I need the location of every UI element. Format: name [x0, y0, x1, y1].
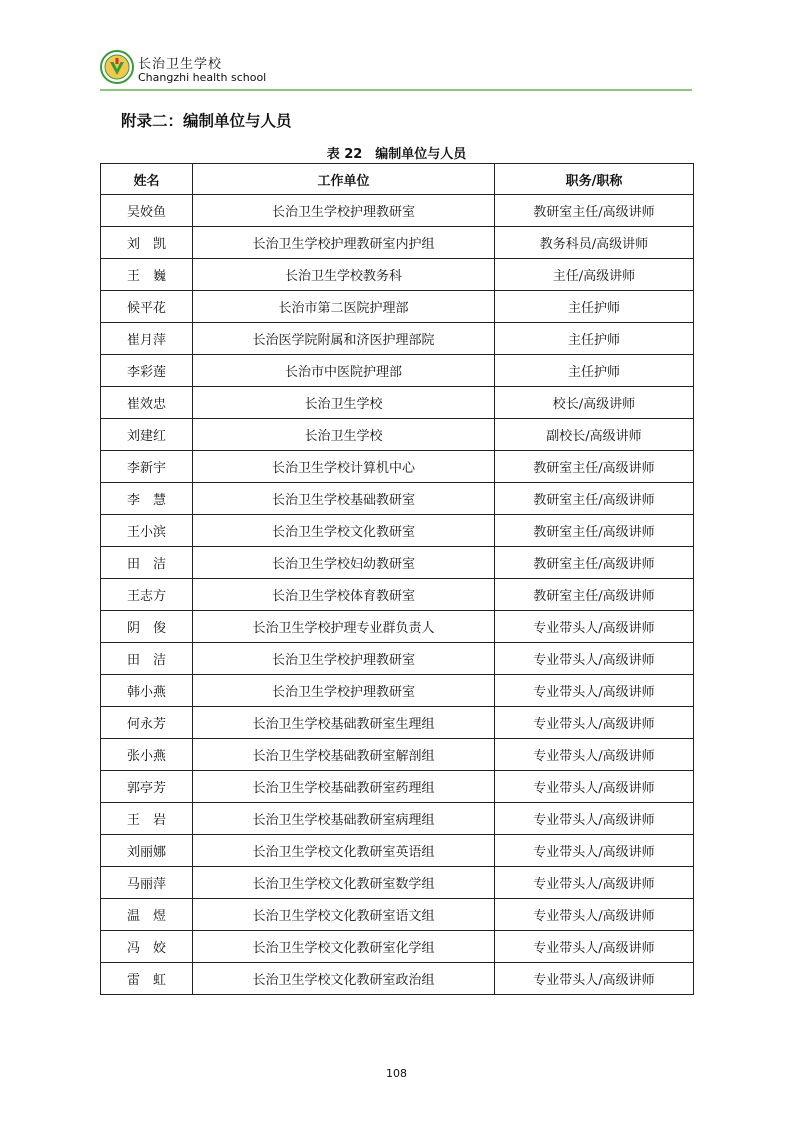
cell-position: 教研室主任/高级讲师 [495, 547, 694, 579]
cell-name: 王 巍 [101, 259, 193, 291]
page-number: 108 [386, 1067, 407, 1080]
cell-name: 崔月萍 [101, 323, 193, 355]
table-row [101, 387, 694, 419]
table-row [101, 739, 694, 771]
table-row [101, 963, 694, 995]
cell-work-unit: 长治卫生学校计算机中心 [193, 451, 495, 483]
cell-name: 李新宇 [101, 451, 193, 483]
cell-work-unit: 长治市中医院护理部 [193, 355, 495, 387]
cell-work-unit: 长治卫生学校护理教研室内护组 [193, 227, 495, 259]
cell-name: 郭亭芳 [101, 771, 193, 803]
cell-work-unit: 长治卫生学校教务科 [193, 259, 495, 291]
cell-position: 主任护师 [495, 355, 694, 387]
cell-work-unit: 长治卫生学校护理教研室 [193, 675, 495, 707]
column-header-unit: 工作单位 [193, 164, 495, 195]
cell-work-unit: 长治卫生学校基础教研室解剖组 [193, 739, 495, 771]
cell-position: 教研室主任/高级讲师 [495, 515, 694, 547]
table-row [101, 931, 694, 963]
cell-work-unit: 长治市第二医院护理部 [193, 291, 495, 323]
cell-name: 何永芳 [101, 707, 193, 739]
cell-name: 韩小燕 [101, 675, 193, 707]
table-row [101, 707, 694, 739]
column-header-name: 姓名 [101, 164, 193, 195]
cell-name: 田 洁 [101, 643, 193, 675]
cell-position: 教研室主任/高级讲师 [495, 579, 694, 611]
cell-position: 副校长/高级讲师 [495, 419, 694, 451]
table-row [101, 515, 694, 547]
cell-name: 候平花 [101, 291, 193, 323]
table-row [101, 323, 694, 355]
cell-work-unit: 长治卫生学校体育教研室 [193, 579, 495, 611]
cell-name: 刘建红 [101, 419, 193, 451]
cell-position: 校长/高级讲师 [495, 387, 694, 419]
cell-work-unit: 长治卫生学校基础教研室生理组 [193, 707, 495, 739]
table-row [101, 291, 694, 323]
staff-table [100, 163, 694, 995]
table-caption: 表 22 编制单位与人员 [326, 147, 467, 162]
table-row [101, 643, 694, 675]
cell-work-unit: 长治卫生学校 [193, 419, 495, 451]
cell-name: 崔效忠 [101, 387, 193, 419]
cell-name: 雷 虹 [101, 963, 193, 995]
cell-work-unit: 长治卫生学校文化教研室政治组 [193, 963, 495, 995]
cell-position: 教务科员/高级讲师 [495, 227, 694, 259]
cell-position: 专业带头人/高级讲师 [495, 643, 694, 675]
table-row [101, 547, 694, 579]
cell-name: 冯 姣 [101, 931, 193, 963]
table-row [101, 227, 694, 259]
column-header-title: 职务/职称 [495, 164, 694, 195]
cell-work-unit: 长治卫生学校护理教研室 [193, 195, 495, 227]
table-row [101, 483, 694, 515]
table-row [101, 803, 694, 835]
cell-name: 王志方 [101, 579, 193, 611]
cell-work-unit: 长治卫生学校基础教研室药理组 [193, 771, 495, 803]
page-header [100, 50, 692, 92]
table-row [101, 355, 694, 387]
cell-position: 主任/高级讲师 [495, 259, 694, 291]
header-divider [100, 89, 692, 91]
table-row [101, 579, 694, 611]
cell-name: 李 慧 [101, 483, 193, 515]
cell-position: 专业带头人/高级讲师 [495, 611, 694, 643]
cell-position: 专业带头人/高级讲师 [495, 963, 694, 995]
cell-name: 刘 凯 [101, 227, 193, 259]
table-header-row [101, 164, 694, 195]
cell-position: 专业带头人/高级讲师 [495, 803, 694, 835]
cell-name: 马丽萍 [101, 867, 193, 899]
cell-name: 张小燕 [101, 739, 193, 771]
cell-name: 阴 俊 [101, 611, 193, 643]
cell-work-unit: 长治卫生学校文化教研室语文组 [193, 899, 495, 931]
cell-position: 主任护师 [495, 291, 694, 323]
table-row [101, 771, 694, 803]
cell-work-unit: 长治卫生学校文化教研室数学组 [193, 867, 495, 899]
cell-position: 专业带头人/高级讲师 [495, 899, 694, 931]
school-name-cn: 长治卫生学校 [138, 57, 223, 72]
appendix-title: 附录二：编制单位与人员 [121, 112, 292, 130]
cell-work-unit: 长治卫生学校 [193, 387, 495, 419]
cell-work-unit: 长治卫生学校文化教研室英语组 [193, 835, 495, 867]
cell-work-unit: 长治卫生学校基础教研室病理组 [193, 803, 495, 835]
cell-work-unit: 长治医学院附属和济医护理部院 [193, 323, 495, 355]
cell-position: 专业带头人/高级讲师 [495, 707, 694, 739]
cell-position: 教研室主任/高级讲师 [495, 483, 694, 515]
cell-name: 王 岩 [101, 803, 193, 835]
cell-position: 教研室主任/高级讲师 [495, 451, 694, 483]
cell-name: 田 洁 [101, 547, 193, 579]
table-body [101, 195, 694, 995]
school-logo-icon [100, 50, 134, 84]
cell-work-unit: 长治卫生学校文化教研室化学组 [193, 931, 495, 963]
cell-name: 王小滨 [101, 515, 193, 547]
table-row [101, 899, 694, 931]
table-row [101, 611, 694, 643]
table-row [101, 259, 694, 291]
cell-work-unit: 长治卫生学校护理教研室 [193, 643, 495, 675]
cell-name: 温 煜 [101, 899, 193, 931]
cell-work-unit: 长治卫生学校文化教研室 [193, 515, 495, 547]
cell-work-unit: 长治卫生学校妇幼教研室 [193, 547, 495, 579]
cell-name: 李彩莲 [101, 355, 193, 387]
cell-position: 专业带头人/高级讲师 [495, 739, 694, 771]
table-row [101, 675, 694, 707]
table-row [101, 835, 694, 867]
cell-position: 专业带头人/高级讲师 [495, 675, 694, 707]
cell-name: 吴姣鱼 [101, 195, 193, 227]
table-row [101, 867, 694, 899]
cell-position: 专业带头人/高级讲师 [495, 771, 694, 803]
table-row [101, 195, 694, 227]
cell-position: 教研室主任/高级讲师 [495, 195, 694, 227]
table-row [101, 451, 694, 483]
cell-position: 专业带头人/高级讲师 [495, 931, 694, 963]
cell-name: 刘丽娜 [101, 835, 193, 867]
table-row [101, 419, 694, 451]
cell-position: 主任护师 [495, 323, 694, 355]
cell-work-unit: 长治卫生学校护理专业群负责人 [193, 611, 495, 643]
school-name-en: Changzhi health school [138, 71, 267, 84]
cell-position: 专业带头人/高级讲师 [495, 867, 694, 899]
cell-position: 专业带头人/高级讲师 [495, 835, 694, 867]
cell-work-unit: 长治卫生学校基础教研室 [193, 483, 495, 515]
